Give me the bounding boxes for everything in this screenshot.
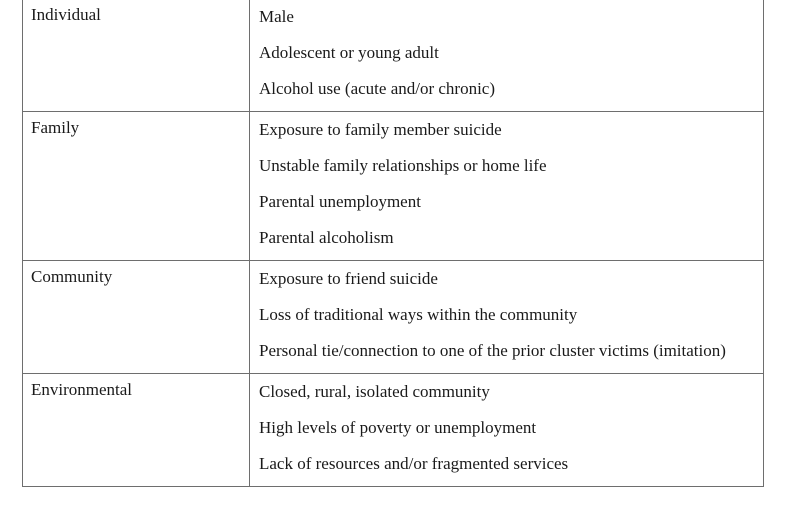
factors-cell — [250, 0, 764, 112]
factor-list — [250, 261, 763, 373]
risk-factor-table — [22, 0, 764, 487]
category-cell — [23, 0, 250, 112]
factor-item: High levels of poverty or unemployment — [259, 418, 537, 437]
factor-item: Unstable family relationships or home life — [259, 156, 547, 175]
factors-cell — [250, 261, 764, 374]
factor-item: Male — [259, 7, 294, 26]
category-cell — [23, 374, 250, 487]
table-row — [23, 261, 764, 374]
factor-item: Exposure to family member suicide — [259, 120, 502, 139]
factor-item: Loss of traditional ways within the community — [259, 305, 578, 324]
factor-item: Parental alcoholism — [259, 228, 394, 247]
category-label: Family — [31, 118, 80, 137]
factor-item: Parental unemployment — [259, 192, 421, 211]
category-cell — [23, 261, 250, 374]
category-label: Community — [31, 267, 113, 286]
category-label: Environmental — [31, 380, 133, 399]
factor-item: Lack of resources and/or fragmented services — [259, 454, 569, 473]
table-row — [23, 112, 764, 261]
factor-list — [250, 374, 763, 486]
category-label: Individual — [31, 5, 101, 24]
factor-list — [250, 0, 763, 111]
category-cell — [23, 112, 250, 261]
factors-cell — [250, 112, 764, 261]
factor-item: Personal tie/connection to one of the prior cluster victims (imitation) — [259, 341, 726, 360]
table-row — [23, 374, 764, 487]
factor-item: Alcohol use (acute and/or chronic) — [259, 79, 496, 98]
factor-list — [250, 112, 763, 260]
factor-item: Adolescent or young adult — [259, 43, 439, 62]
factors-cell — [250, 374, 764, 487]
factor-item: Closed, rural, isolated community — [259, 382, 490, 401]
factor-item: Exposure to friend suicide — [259, 269, 438, 288]
table-row — [23, 0, 764, 112]
